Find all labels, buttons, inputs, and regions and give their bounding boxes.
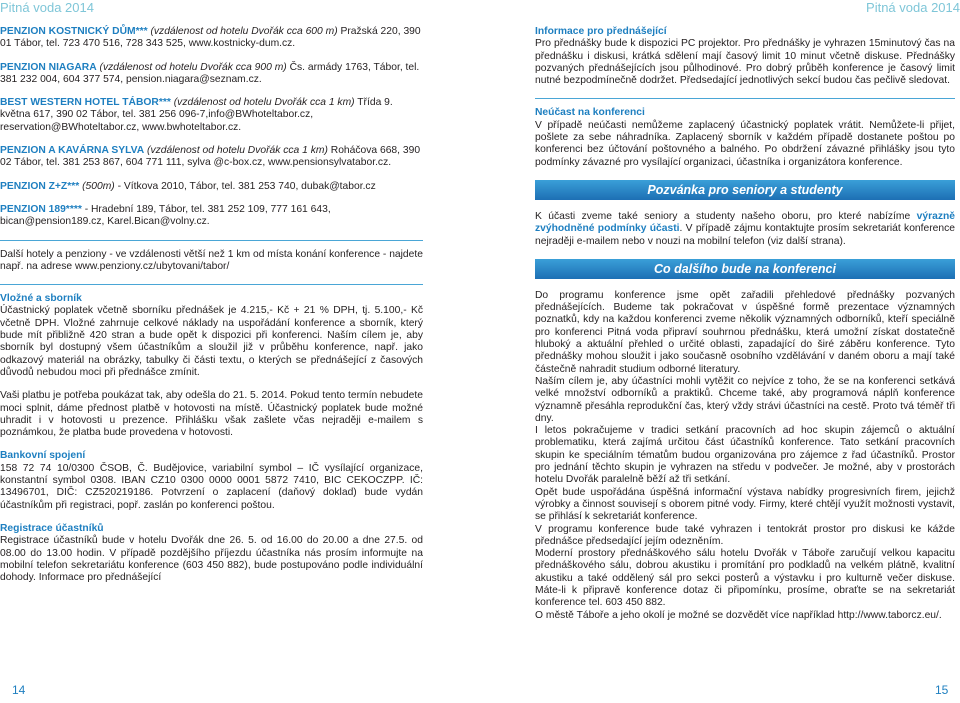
hotel-name: PENZION Z+Z*** [0,180,80,192]
section-paragraph: 158 72 74 10/0300 ČSOB, Č. Budějovice, variabilní symbol – IČ vysílající organizace, konstantní symbol 0308. IBAN CZ10 0300 0000 0001 5872 7410, BIC CEKOCZPP. IČ: 13496701, DIČ: CZ520219186. Potvrzení o zaplacení (daňový doklad) bude vydán účastníkům při registraci, popř. zaslán po konferenci poštou. [0,462,423,511]
program-paragraph: Opět bude uspořádána úspěšná informační výstava nabídky progresivních firem, jejichž výrobky a činnost souvisejí s oborem pitné vody. Firmy, které chtějí využít možnosti vystavit, se přihlásí k sekretariát konference. [535,486,955,523]
hotel-name: BEST WESTERN HOTEL TÁBOR*** [0,97,171,109]
section-title: Registrace účastníků [0,522,104,534]
program-paragraph: Naším cílem je, aby účastníci mohli vytěžit co nejvíce z toho, že se na konferenci setkává velké množství odborníků a praktiků. Chceme také, aby programová náplň konference významně přesáhla reprodukční čas, který vždy strávi účastníci na cestě. Proto tvá téměř tři dny. [535,375,955,424]
section-paragraph: Účastnický poplatek včetně sborníku přednášek je 4.215,- Kč + 21 % DPH, tj. 5.100,- Kč včetně DPH. Vložné zahrnuje celkové náklady na uspořádání konference a sborník, který bude mít přibližně 420 stran a bude opět k dispozici při konferenci. Naším cílem je, aby sborník byl dostupný všem účastníkům a sloužil již v průběhu konference, např. jako odkazový materiál na obrázky, tabulky či části textu, o kterých se přednášející z časových důvodů nebudou moci při přednášce zmínit. [0,305,423,378]
running-header-right: Pitná voda 2014 [866,0,960,15]
hotel-distance: (500m) [79,180,115,192]
right-column [535,26,955,622]
hotel-distance: (vzdálenost od hotelu Dvořák cca 1 km) [144,145,328,157]
hotel-name: PENZION 189**** [0,203,82,215]
program-paragraph: Do programu konference jsme opět zařadili přehledové přednášky pozvaných přednášejících. Budeme tak pokračovat v úspěšné formě prezentace významných poznatků, kdy na každou konferenci zveme několik významných odborníků, kteří speciálně pro konferenci Pitná voda připraví souhrnou přednášku, která umožní získat dostatečně hluboký a aktuální přehled o určité oblasti, zapadající do širé záběru konference. Tyto přednášky mohou sloužit i jako současně osobního vzdělávání v daném oboru a mají také částečně nahradit studium odborné literatury. [535,289,955,375]
hotel-name: PENZION A KAVÁRNA SYLVA [0,145,145,157]
hotel-entry [0,181,423,193]
hotel-details: Třída 9. května 617, 390 02 Tábor, tel. 381 256 096-7,info@BWhoteltabor.cz, reservation@BWhoteltabor.cz, www.bwhoteltabor.cz. [0,97,393,133]
hotel-name: PENZION KOSTNICKÝ DŮM*** [0,26,148,37]
hotel-details: Roháčova 668, 390 02 Tábor, tel. 381 253 867, 604 771 111, sylva @c-box.cz, www.pensionsylvatabor.cz. [0,145,421,169]
section-title: Vložné a sborník [0,293,82,305]
program-paragraph: I letos pokračujeme v tradici setkání pracovních ad hoc skupin zájemců o aktuální problematiku, která zajímá určitou část účastníků konference. Tato setkání pracovních skupin ke speciálním tématům budou organizována pro zájemce z řad účastníků. Prostor pro jednání těchto skupin je vyhrazen na středu v podvečer. Je možné, aby v prostorách hotelu Dvořák paralelně běží až tři setkání. [535,425,955,486]
program-paragraph: Moderní prostory přednáškového sálu hotelu Dvořák v Táboře zaručují velkou kapacitu přednáškového sálu, dobrou akustiku i promítání pro podkladů na velkém plátně, kvalitní akustiku a také oddělený sál pro sekci posterů a výstavku i pro kulturně večer diskuse. Máte-li k připravě konference dotaz či připomínku, prosíme, obraťte se na sekretariát konference tel. 603 450 882. [535,548,955,609]
cancel-title: Neúčast na konferenci [535,107,645,119]
program-text [535,290,955,622]
cancel-text: V případě neúčasti nemůžeme zaplacený účastnický poplatek vrátit. Nemůžete-li přijet, pošlete za sebe náhradníka. Zaplacený sborník v každém případě dostanete poštou po konferenci bez účtování poštovného a balného. Po obdržení závazné přihlášky jsou tyto podmínky závazné pro vysílající organizaci, účastníka i organizátora konference. [535,119,955,168]
section-title: Bankovní spojení [0,450,86,462]
hotel-details: Pražská 220, 390 01 Tábor, tel. 723 470 516, 728 343 525, www.kostnicky-dum.cz. [0,26,421,50]
hotel-details: - Vítkova 2010, Tábor, tel. 381 253 740, dubak@tabor.cz [114,180,376,192]
info-text: Pro přednášky bude k dispozici PC projektor. Pro přednášky je vyhrazen 15minutový čas na přednášku i diskusi, krátká sdělení mají časový limit 10 minut včetně diskuse. Přednášky pozvaných přednášejících jsou půlhodinové. Pro dobrý průběh konference je časový limit nutné bezpodmínečně dodržet. Předsedající jednotlivých sekcí budou čas pečlivě sledovat. [535,38,955,87]
divider [0,284,423,285]
divider [535,98,955,99]
page-number-left: 14 [12,683,26,697]
hotel-entry [0,62,423,87]
hotel-distance: (vzdálenost od hotelu Dvořák cca 600 m) [147,26,338,37]
hotel-distance: (vzdálenost od hotelu Dvořák cca 900 m) [96,61,287,73]
hotel-entry [0,145,423,170]
info-title: Informace pro přednášející [535,26,667,37]
left-sections [0,293,423,584]
hotel-distance: (vzdálenost od hotelu Dvořák cca 1 km) [170,97,355,109]
program-paragraph: V programu konference bude také vyhrazen i tentokrát prostor pro diskusi ke kážde přednášce předsedající jejím odezněním. [535,523,955,547]
section-paragraph: Registrace účastníků bude v hotelu Dvořák dne 26. 5. od 16.00 do 20.00 a dne 27.5. od 08.00 do 13.00 hodin. V případě pozdějšího příjezdu účastníka nás prosím informujte na mobilní telefon sekretariátu konference (603 450 882), bude postupováno podle individuální dohody. Informace pro přednášející [0,535,423,584]
page-number-right: 15 [935,683,949,697]
section-paragraph: Vaši platbu je potřeba poukázat tak, aby odešla do 21. 5. 2014. Pokud tento termín nebudete moci splnit, dáme přednost platbě v hotovosti na místě. Účastnický poplatek bude možné uhradit i v hotovosti u prezence. Přihlášku však zašlete včas nejraději e-mailem s poznámkou, že platba bude provedena v hotovosti. [0,390,423,439]
hotel-entry [0,97,423,134]
program-paragraph: O městě Táboře a jeho okolí je možné se dozvědět více například http://www.taborcz.eu/. [535,609,942,621]
left-column [0,26,423,595]
seniors-banner: Pozvánka pro seniory a studenty [535,180,955,200]
hotel-details: Čs. armády 1763, Tábor, tel. 381 232 004, 604 377 574, pension.niagara@seznam.cz. [0,61,420,85]
divider [0,240,423,241]
hotel-entry [0,26,423,51]
more-hotels: Další hotely a penziony - ve vzdálenosti větší než 1 km od místa konání konference - najdete např. na adrese www.penziony.cz/ubytovani/tabor/ [0,248,423,272]
hotel-name: PENZION NIAGARA [0,61,97,73]
hotel-details: - Hradební 189, Tábor, tel. 381 252 109, 777 161 643, bican@pension189.cz, Karel.Bican@volny.cz. [0,203,331,228]
program-banner: Co dalšího bude na konferenci [535,259,955,279]
hotel-entry [0,204,423,229]
running-header-left: Pitná voda 2014 [0,0,94,15]
hotel-list [0,26,423,229]
seniors-text: K účasti zveme také seniory a studenty našeho oboru, pro které nabízíme výrazně zvýhodněné podmínky účasti. V případě zájmu kontaktujte prosím sekretariát konference nejraději e-mailem nebo v nouzi na mobilní telefon (viz další strana). [535,210,955,247]
